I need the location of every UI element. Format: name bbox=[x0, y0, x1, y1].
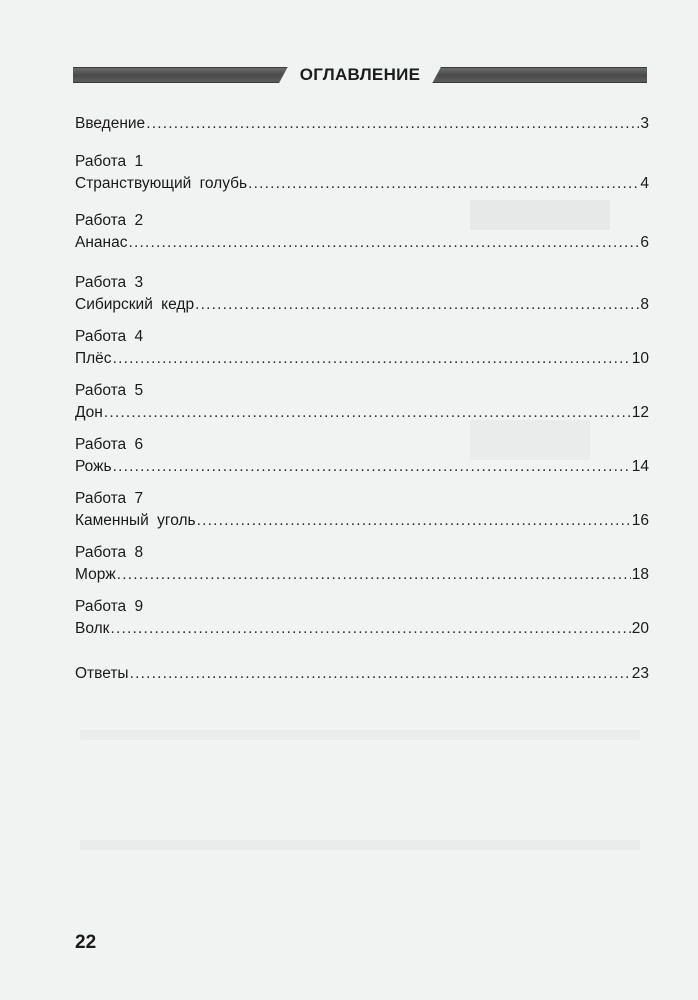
toc-entry-work-5[interactable] bbox=[75, 380, 649, 424]
toc-line bbox=[75, 294, 649, 316]
leader-dots bbox=[113, 348, 631, 370]
header-band-left bbox=[73, 67, 288, 83]
entry-title: Странствующий голубь bbox=[75, 175, 248, 192]
entry-page: 20 bbox=[631, 620, 649, 637]
work-label: Работа 7 bbox=[75, 490, 144, 507]
toc-line bbox=[75, 564, 649, 586]
entry-title: Рожь bbox=[75, 458, 112, 475]
leader-dots bbox=[195, 294, 639, 316]
entry-title: Сибирский кедр bbox=[75, 296, 195, 313]
entry-page: 14 bbox=[631, 458, 649, 475]
entry-page: 10 bbox=[631, 350, 649, 367]
leader-dots bbox=[248, 173, 639, 195]
toc-line bbox=[75, 663, 649, 685]
work-label: Работа 4 bbox=[75, 328, 144, 345]
entry-title: Ответы bbox=[75, 665, 129, 682]
bleed-through-mark bbox=[80, 840, 640, 850]
leader-dots bbox=[128, 232, 639, 254]
entry-page: 23 bbox=[631, 665, 649, 682]
entry-page: 6 bbox=[640, 234, 649, 251]
toc-entry-work-7[interactable] bbox=[75, 488, 649, 532]
entry-title: Каменный уголь bbox=[75, 512, 196, 529]
work-label: Работа 3 bbox=[75, 274, 144, 291]
entry-title: Ананас bbox=[75, 234, 128, 251]
toc-line bbox=[75, 113, 649, 135]
toc-line bbox=[75, 510, 649, 532]
entry-title: Введение bbox=[75, 115, 146, 132]
toc-line bbox=[75, 232, 649, 254]
toc-line bbox=[75, 402, 649, 424]
page-number: 22 bbox=[75, 932, 97, 953]
entry-title: Морж bbox=[75, 566, 116, 583]
toc-line bbox=[75, 348, 649, 370]
leader-dots bbox=[117, 564, 631, 586]
work-label: Работа 5 bbox=[75, 382, 144, 399]
work-label: Работа 9 bbox=[75, 598, 144, 615]
header-band-right bbox=[432, 67, 647, 83]
toc-entry-work-8[interactable] bbox=[75, 542, 649, 586]
work-label: Работа 2 bbox=[75, 212, 144, 229]
leader-dots bbox=[197, 510, 631, 532]
leader-dots bbox=[130, 663, 631, 685]
toc-entry-work-4[interactable] bbox=[75, 326, 649, 370]
entry-page: 18 bbox=[631, 566, 649, 583]
bleed-through-mark bbox=[80, 730, 640, 740]
entry-page: 8 bbox=[640, 296, 649, 313]
toc-title: ОГЛАВЛЕНИЕ bbox=[299, 65, 421, 84]
toc-line bbox=[75, 618, 649, 640]
toc-entry-work-6[interactable] bbox=[75, 434, 649, 478]
toc-line bbox=[75, 456, 649, 478]
entry-title: Дон bbox=[75, 404, 103, 421]
entry-page: 12 bbox=[631, 404, 649, 421]
entry-page: 4 bbox=[640, 175, 649, 192]
leader-dots bbox=[113, 456, 631, 478]
entry-title: Плёс bbox=[75, 350, 112, 367]
entry-page: 16 bbox=[631, 512, 649, 529]
toc-entry-work-1[interactable] bbox=[75, 151, 649, 195]
leader-dots bbox=[104, 402, 631, 424]
leader-dots bbox=[146, 113, 639, 135]
toc-entry-work-3[interactable] bbox=[75, 272, 649, 316]
toc-entry-answers[interactable] bbox=[75, 663, 649, 685]
toc-line bbox=[75, 173, 649, 195]
toc-entry-work-2[interactable] bbox=[75, 210, 649, 254]
leader-dots bbox=[110, 618, 630, 640]
work-label: Работа 8 bbox=[75, 544, 144, 561]
entry-title: Волк bbox=[75, 620, 110, 637]
toc-entry-work-9[interactable] bbox=[75, 596, 649, 640]
work-label: Работа 1 bbox=[75, 153, 144, 170]
work-label: Работа 6 bbox=[75, 436, 144, 453]
toc-header bbox=[73, 64, 647, 86]
entry-page: 3 bbox=[640, 115, 649, 132]
toc-entry-introduction[interactable] bbox=[75, 113, 649, 135]
